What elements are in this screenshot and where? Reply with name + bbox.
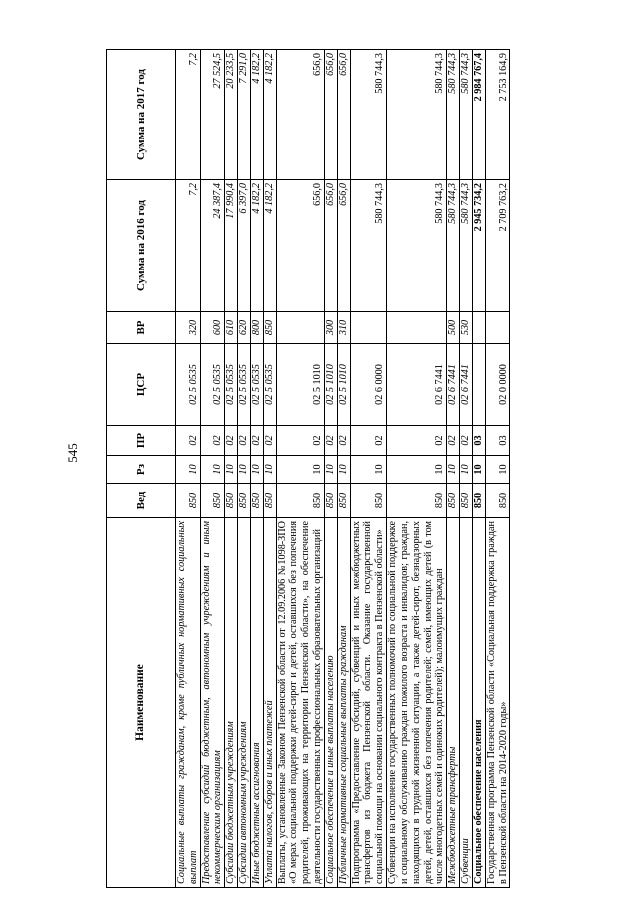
cell-sum-2016: 7,2 xyxy=(176,180,201,312)
cell-ved: 850 xyxy=(263,484,276,518)
cell-rz: 10 xyxy=(176,456,201,484)
cell-sum-2016: 580 744,3 xyxy=(460,180,473,312)
cell-name: Предоставление субсидий бюджетным, автономным учреждениям и иным некоммерческим организациям xyxy=(200,518,225,888)
cell-csr: 02 5 1010 xyxy=(324,344,337,426)
cell-ved: 850 xyxy=(250,484,263,518)
cell-rz: 10 xyxy=(485,456,510,484)
cell-sum-2016: 24 387,4 xyxy=(200,180,225,312)
table-row xyxy=(238,50,251,888)
cell-vr xyxy=(472,312,485,344)
cell-ved: 850 xyxy=(447,484,460,518)
cell-pr: 02 xyxy=(447,426,460,456)
cell-name: Социальное обеспечение и иные выплаты населению xyxy=(324,518,337,888)
cell-ved: 850 xyxy=(472,484,485,518)
cell-sum-2016: 580 744,3 xyxy=(387,180,447,312)
table-header-row xyxy=(107,50,176,888)
cell-pr: 02 xyxy=(387,426,447,456)
cell-sum-2017: 656,0 xyxy=(324,50,337,180)
table-row xyxy=(485,50,510,888)
cell-vr: 310 xyxy=(337,312,350,344)
cell-vr: 800 xyxy=(250,312,263,344)
header-csr: ЦСР xyxy=(107,344,176,426)
table-row xyxy=(250,50,263,888)
cell-ved: 850 xyxy=(200,484,225,518)
cell-rz: 10 xyxy=(238,456,251,484)
table-row xyxy=(276,50,324,888)
cell-ved: 850 xyxy=(485,484,510,518)
table-row xyxy=(387,50,447,888)
cell-sum-2017: 2 984 767,4 xyxy=(472,50,485,180)
cell-sum-2017: 4 182,2 xyxy=(263,50,276,180)
cell-sum-2016: 656,0 xyxy=(276,180,324,312)
cell-sum-2017: 27 524,5 xyxy=(200,50,225,180)
cell-csr: 02 5 0535 xyxy=(263,344,276,426)
cell-pr: 02 xyxy=(337,426,350,456)
cell-name: Социальное обеспечение населения xyxy=(472,518,485,888)
cell-sum-2016: 656,0 xyxy=(337,180,350,312)
cell-sum-2016: 580 744,3 xyxy=(447,180,460,312)
cell-rz: 10 xyxy=(225,456,238,484)
header-rz: Рз xyxy=(107,456,176,484)
table-row xyxy=(263,50,276,888)
cell-name: Иные бюджетные ассигнования xyxy=(250,518,263,888)
cell-name: Субвенции на исполнение государственных полномочий по социальной поддержке и социальному обслуживанию граждан пожилого возраста и инвалидов; граждан, находящихся в трудной жизненной ситуации, а также детей-сирот, безнадзорных детей, детей, оставшихся без попечения родителей; семей, имеющих детей (в том числе многодетных семей и одиноких родителей); малоимущих граждан xyxy=(387,518,447,888)
cell-ved: 850 xyxy=(324,484,337,518)
cell-ved: 850 xyxy=(276,484,324,518)
budget-table xyxy=(106,49,510,888)
cell-sum-2016: 2 945 734,2 xyxy=(472,180,485,312)
cell-pr: 02 xyxy=(250,426,263,456)
cell-pr: 02 xyxy=(324,426,337,456)
cell-pr: 03 xyxy=(485,426,510,456)
table-row xyxy=(225,50,238,888)
cell-csr xyxy=(472,344,485,426)
cell-sum-2017: 656,0 xyxy=(276,50,324,180)
cell-rz: 10 xyxy=(263,456,276,484)
cell-csr: 02 5 1010 xyxy=(276,344,324,426)
cell-csr: 02 6 7441 xyxy=(447,344,460,426)
page-number: 545 xyxy=(65,443,80,463)
cell-csr: 02 6 0000 xyxy=(350,344,386,426)
cell-pr: 02 xyxy=(263,426,276,456)
cell-ved: 850 xyxy=(387,484,447,518)
cell-rz: 10 xyxy=(387,456,447,484)
cell-name: Субсидии бюджетным учреждениям xyxy=(225,518,238,888)
cell-vr xyxy=(485,312,510,344)
cell-sum-2017: 2 753 164,9 xyxy=(485,50,510,180)
cell-vr xyxy=(276,312,324,344)
cell-vr xyxy=(387,312,447,344)
cell-rz: 10 xyxy=(200,456,225,484)
cell-rz: 10 xyxy=(337,456,350,484)
cell-rz: 10 xyxy=(447,456,460,484)
cell-name: Подпрограмма «Предоставление субсидий, субвенций и иных межбюджетных трансфертов из бюджета Пензенской области. Оказание государственной социальной помощи на основании социального контракта в Пензенской области» xyxy=(350,518,386,888)
cell-pr: 02 xyxy=(176,426,201,456)
cell-name: Субвенции xyxy=(460,518,473,888)
cell-name: Субсидии автономным учреждениям xyxy=(238,518,251,888)
cell-rz: 10 xyxy=(276,456,324,484)
header-ved: Вед xyxy=(107,484,176,518)
table-row xyxy=(337,50,350,888)
cell-csr: 02 5 1010 xyxy=(337,344,350,426)
cell-name: Государственная программа Пензенской области «Социальная поддержка граждан в Пензенской области на 2014-2020 годы» xyxy=(485,518,510,888)
cell-rz: 10 xyxy=(350,456,386,484)
table-row xyxy=(350,50,386,888)
cell-csr: 02 5 0535 xyxy=(225,344,238,426)
table-row xyxy=(200,50,225,888)
cell-vr: 300 xyxy=(324,312,337,344)
cell-vr: 850 xyxy=(263,312,276,344)
cell-vr xyxy=(350,312,386,344)
cell-vr: 530 xyxy=(460,312,473,344)
cell-rz: 10 xyxy=(460,456,473,484)
cell-csr: 02 5 0535 xyxy=(176,344,201,426)
cell-vr: 500 xyxy=(447,312,460,344)
cell-sum-2016: 656,0 xyxy=(324,180,337,312)
cell-pr: 02 xyxy=(238,426,251,456)
cell-sum-2017: 580 744,3 xyxy=(387,50,447,180)
cell-sum-2017: 7,2 xyxy=(176,50,201,180)
table-row xyxy=(324,50,337,888)
cell-sum-2017: 20 233,5 xyxy=(225,50,238,180)
cell-csr: 02 5 0535 xyxy=(238,344,251,426)
cell-ved: 850 xyxy=(460,484,473,518)
table-row xyxy=(447,50,460,888)
cell-ved: 850 xyxy=(337,484,350,518)
cell-csr: 02 6 7441 xyxy=(387,344,447,426)
cell-name: Выплаты, установленные Законом Пензенской области от 12.09.2006 №1098-ЗПО «О мерах социальной поддержки детей-сирот и детей, оставшихся без попечения родителей, проживающих на территории Пензенской области», на обеспечение деятельности государственных профессиональных образовательных организаций xyxy=(276,518,324,888)
header-name: Наименование xyxy=(107,518,176,888)
cell-csr: 02 6 7441 xyxy=(460,344,473,426)
cell-pr: 02 xyxy=(225,426,238,456)
cell-pr: 02 xyxy=(276,426,324,456)
cell-vr: 610 xyxy=(225,312,238,344)
cell-sum-2016: 6 397,0 xyxy=(238,180,251,312)
cell-vr: 320 xyxy=(176,312,201,344)
cell-sum-2016: 2 709 763,2 xyxy=(485,180,510,312)
cell-sum-2017: 580 744,3 xyxy=(350,50,386,180)
cell-pr: 02 xyxy=(350,426,386,456)
rotated-page xyxy=(106,50,558,888)
cell-sum-2017: 7 291,0 xyxy=(238,50,251,180)
cell-sum-2017: 656,0 xyxy=(337,50,350,180)
cell-ved: 850 xyxy=(238,484,251,518)
cell-csr: 02 0 0000 xyxy=(485,344,510,426)
table-row xyxy=(460,50,473,888)
cell-rz: 10 xyxy=(324,456,337,484)
cell-csr: 02 5 0535 xyxy=(250,344,263,426)
header-sum-2016: Сумма на 2016 год xyxy=(107,180,176,312)
cell-name: Уплата налогов, сборов и иных платежей xyxy=(263,518,276,888)
cell-sum-2016: 4 182,2 xyxy=(250,180,263,312)
cell-name: Межбюджетные трансферты xyxy=(447,518,460,888)
cell-ved: 850 xyxy=(176,484,201,518)
cell-sum-2016: 17 990,4 xyxy=(225,180,238,312)
cell-rz: 10 xyxy=(250,456,263,484)
cell-ved: 850 xyxy=(350,484,386,518)
header-vr: ВР xyxy=(107,312,176,344)
cell-sum-2016: 4 182,2 xyxy=(263,180,276,312)
cell-pr: 02 xyxy=(460,426,473,456)
cell-csr: 02 5 0535 xyxy=(200,344,225,426)
cell-sum-2017: 580 744,3 xyxy=(460,50,473,180)
header-pr: ПР xyxy=(107,426,176,456)
table-row xyxy=(176,50,201,888)
cell-vr: 600 xyxy=(200,312,225,344)
header-sum-2017: Сумма на 2017 год xyxy=(107,50,176,180)
table-body xyxy=(176,50,510,888)
cell-pr: 03 xyxy=(472,426,485,456)
cell-pr: 02 xyxy=(200,426,225,456)
cell-name: Публичные нормативные социальные выплаты гражданам xyxy=(337,518,350,888)
cell-sum-2017: 4 182,2 xyxy=(250,50,263,180)
cell-vr: 620 xyxy=(238,312,251,344)
cell-name: Социальные выплаты гражданам, кроме публичных нормативных социальных выплат xyxy=(176,518,201,888)
table-row xyxy=(472,50,485,888)
cell-sum-2017: 580 744,3 xyxy=(447,50,460,180)
cell-ved: 850 xyxy=(225,484,238,518)
cell-rz: 10 xyxy=(472,456,485,484)
cell-sum-2016: 580 744,3 xyxy=(350,180,386,312)
